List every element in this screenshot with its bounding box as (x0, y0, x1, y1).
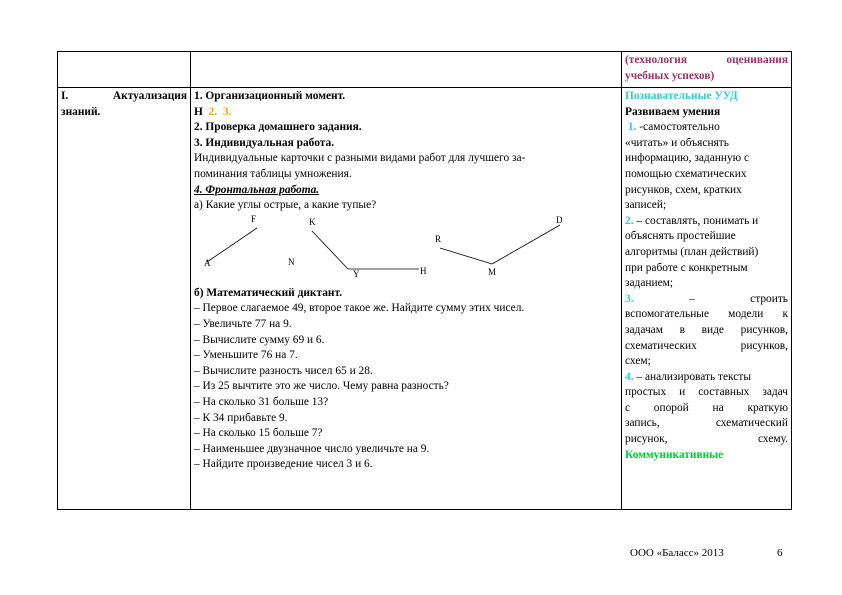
lesson-table (57, 51, 792, 510)
h-num-3: 3. (222, 105, 232, 118)
tech-label-line2: учебных успехов) (625, 69, 715, 82)
label-n: N (288, 256, 295, 267)
uud-cell (622, 88, 792, 510)
cards-text-line1: Индивидуальные карточки с разными видами работ для лучшего за- (194, 152, 526, 165)
uud-line-4d (625, 416, 788, 432)
uud-skill-2-line (625, 214, 788, 230)
stage-title-word: Актуализация (112, 90, 187, 102)
item-h-line (194, 105, 618, 121)
uud-text: задачам в виде рисунков, (625, 323, 788, 336)
uud-text: алгоритмы (план действий) (625, 245, 759, 258)
uud-text: помощью схематических (625, 167, 747, 180)
angles-svg (194, 214, 604, 286)
uud-text: схематический (715, 417, 788, 430)
h-num-2: 2. (208, 105, 218, 118)
uud-text: при работе с конкретным (625, 261, 748, 274)
uud-text: простых и составных задач (625, 386, 788, 399)
label-f: F (251, 213, 257, 224)
uud-text: строить (750, 292, 788, 305)
header-cell-uud (622, 52, 792, 88)
header-cell-stage (58, 52, 191, 88)
item-individual-work: 3. Индивидуальная работа. (194, 136, 335, 149)
uud-line-4e (625, 432, 788, 448)
uud-communicative: Коммуникативные (625, 448, 724, 461)
uud-num-3: 3. (625, 292, 634, 305)
uud-text: схематических рисунков, (625, 339, 788, 352)
uud-text: -самостоятельно (636, 121, 720, 134)
dictation-item: – Уменьшите 76 на 7. (194, 349, 298, 362)
uud-text: – составлять, понимать и (633, 214, 759, 227)
label-a: A (204, 257, 211, 268)
item-frontal-work: 4. Фронтальная работа. (194, 183, 320, 196)
dictation-item: – На сколько 31 больше 13? (194, 395, 329, 408)
uud-text: схему. (758, 433, 788, 446)
angles-diagram (194, 214, 604, 286)
stage-row (58, 88, 792, 510)
uud-text: – анализировать тексты (633, 370, 751, 383)
uud-num-1: 1. (627, 121, 637, 134)
stage-cell (58, 88, 191, 510)
uud-text: записей; (625, 199, 667, 212)
dictation-item: – Наименьшее двузначное число увеличьте на 9. (194, 442, 430, 455)
header-row (58, 52, 792, 88)
dictation-item: – К 34 прибавьте 9. (194, 411, 288, 424)
uud-text: информацию, заданную с (625, 152, 750, 165)
header-cell-content (191, 52, 622, 88)
stage-title (61, 89, 187, 105)
label-d: D (556, 214, 563, 225)
footer-company: ООО «Баласс» 2013 (630, 547, 724, 559)
angle-segment-af (207, 228, 257, 262)
uud-num-4: 4. (625, 370, 634, 383)
page-number: 6 (777, 547, 783, 559)
uud-skill-3-line (625, 292, 788, 308)
uud-text: объяснять простейшие (625, 230, 736, 243)
stage-title-rest: знаний. (61, 105, 101, 118)
label-k: K (309, 216, 316, 227)
angle-segment-ky (312, 231, 348, 269)
dictation-item: – Вычислите сумму 69 и 6. (194, 333, 325, 346)
uud-develop: Развиваем умения (625, 105, 721, 118)
question-angles: а) Какие углы острые, а какие тупые? (194, 199, 377, 212)
uud-text: схем; (625, 355, 651, 368)
label-r: R (435, 233, 442, 244)
uud-text: заданием; (625, 277, 674, 290)
dictation-item: – Вычислите разность чисел 65 и 28. (194, 364, 373, 377)
tech-label-line1: (технология оценивания (625, 54, 788, 66)
label-h: Н (420, 265, 427, 276)
h-letter: Н (194, 105, 203, 118)
uud-text: рисунков, схем, кратких (625, 183, 742, 196)
uud-num-2: 2. (625, 214, 634, 227)
uud-text: вспомогательные модели к (625, 308, 788, 321)
dictation-item: – На сколько 15 больше 7? (194, 427, 323, 440)
dictation-item: – Увеличьте 77 на 9. (194, 317, 292, 330)
angle-segment-md (492, 225, 560, 264)
cards-text-line2: поминания таблицы умножения. (194, 167, 352, 180)
uud-text: «читать» и объяснять (625, 136, 729, 149)
uud-text: с опорой на краткую (625, 401, 788, 414)
dictation-item: – Найдите произведение чисел 3 и 6. (194, 458, 373, 471)
angle-segment-rm (440, 248, 492, 264)
uud-skill-1-line (625, 120, 788, 136)
uud-skill-4-line (625, 370, 788, 386)
label-y: Y (353, 268, 360, 279)
uud-title: Познавательные УУД (625, 90, 738, 102)
uud-text: запись, (625, 417, 660, 430)
stage-number: I. (61, 90, 69, 102)
dictation-item: – Из 25 вычтите это же число. Чему равна разность? (194, 380, 449, 393)
item-org-moment: 1. Организационный момент. (194, 90, 346, 102)
dictation-title: б) Математический диктант. (194, 286, 343, 299)
content-cell (191, 88, 622, 510)
uud-text: рисунок, (625, 433, 668, 446)
uud-text: – (689, 292, 695, 305)
item-homework-check: 2. Проверка домашнего задания. (194, 121, 362, 134)
dictation-item: – Первое слагаемое 49, второе такое же. Найдите сумму этих чисел. (194, 302, 525, 315)
label-m: M (488, 266, 497, 277)
